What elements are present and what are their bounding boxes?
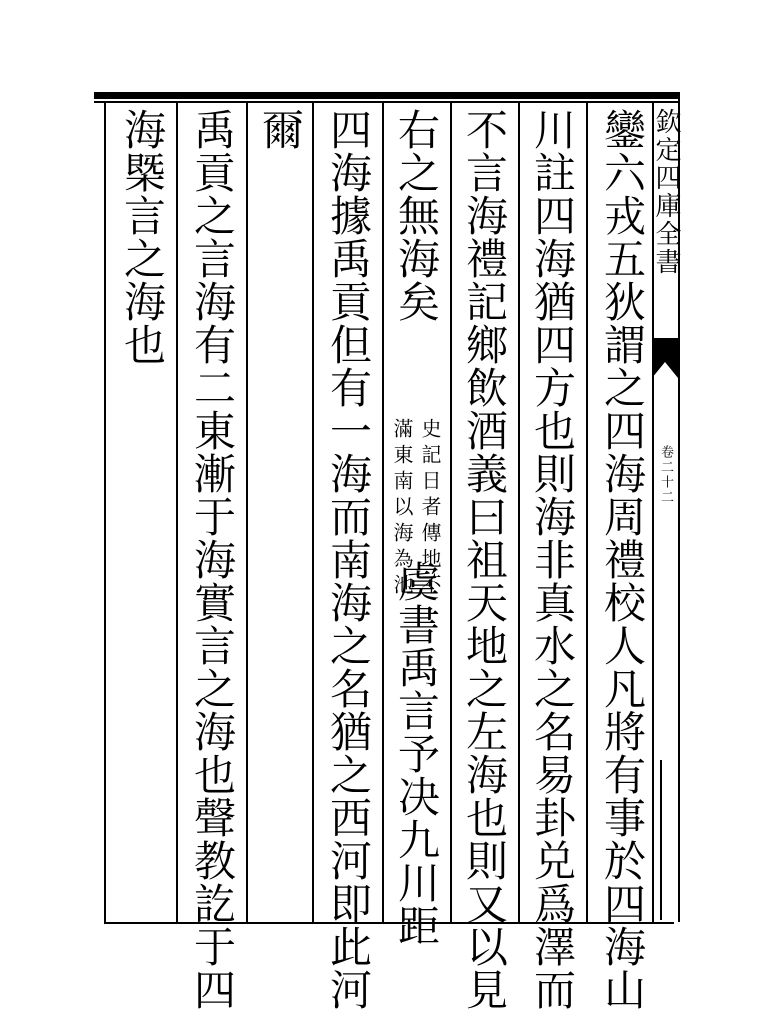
text-column-1: 鑾六戎五狄謂之四海周禮校人凡將有事於四海山 bbox=[598, 108, 647, 1011]
column-divider bbox=[586, 103, 588, 923]
text-column-6: 爾 bbox=[256, 108, 305, 151]
column-divider bbox=[518, 103, 520, 923]
top-border bbox=[94, 92, 678, 99]
text-column-7: 禹貢之言海有二東漸于海實言之海也聲教訖于四 bbox=[188, 108, 237, 1011]
text-column-4a: 右之無海矣 bbox=[392, 108, 441, 323]
interlinear-note-right: 史記日者傳地不 bbox=[418, 418, 442, 600]
margin-book-title: 欽定四庫全書 bbox=[651, 108, 681, 276]
text-column-4b: 虞書禹言予决九川距 bbox=[392, 560, 441, 947]
text-column-5: 四海據禹貢但有一海而南海之名猶之西河即此河 bbox=[324, 108, 373, 1011]
margin-line bbox=[660, 760, 662, 920]
column-divider bbox=[246, 103, 248, 923]
column-divider bbox=[450, 103, 452, 923]
fish-tail-mark bbox=[652, 338, 678, 378]
left-border bbox=[104, 103, 106, 923]
column-divider bbox=[382, 103, 384, 923]
margin-volume-label: 卷二十二 bbox=[658, 445, 673, 505]
text-column-8: 海槩言之海也 bbox=[118, 108, 167, 366]
column-divider bbox=[176, 103, 178, 923]
interlinear-note-left: 滿東南以海為池 bbox=[390, 418, 414, 600]
text-column-3: 不言海禮記鄉飲酒義曰祖天地之左海也則又以見 bbox=[460, 108, 509, 1011]
top-border-thin bbox=[94, 101, 678, 103]
text-column-2: 川註四海猶四方也則海非真水之名易卦兑爲澤而 bbox=[528, 108, 577, 1011]
column-divider bbox=[312, 103, 314, 923]
